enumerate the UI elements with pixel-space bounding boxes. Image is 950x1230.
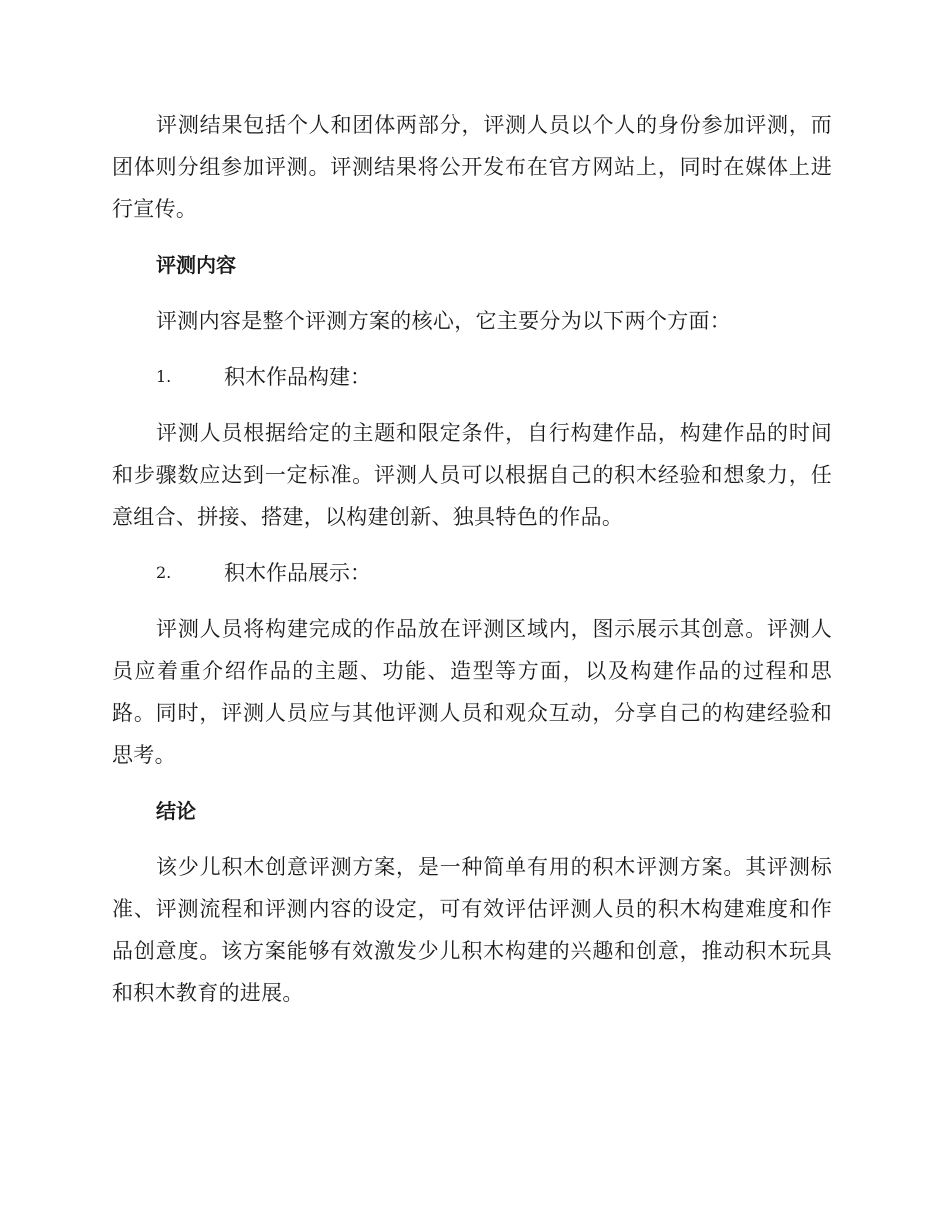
paragraph-build: 评测人员根据给定的主题和限定条件，自行构建作品，构建作品的时间和步骤数应达到一定标准。评测人员可以根据自己的积木经验和想象力，任意组合、拼接、搭建，以构建创新、独具特色的作品。 <box>112 421 832 529</box>
paragraph-display: 评测人员将构建完成的作品放在评测区域内，图示展示其创意。评测人员应着重介绍作品的主题、功能、造型等方面，以及构建作品的过程和思路。同时，评测人员应与其他评测人员和观众互动，分享自己的构建经验和思考。 <box>112 617 832 767</box>
paragraph-results: 评测结果包括个人和团体两部分，评测人员以个人的身份参加评测，而团体则分组参加评测。评测结果将公开发布在官方网站上，同时在媒体上进行宣传。 <box>112 113 832 221</box>
heading-content: 评测内容 <box>156 253 236 277</box>
paragraph-conclusion: 该少儿积木创意评测方案，是一种简单有用的积木评测方案。其评测标准、评测流程和评测内容的设定，可有效评估评测人员的积木构建难度和作品创意度。该方案能够有效激发少儿积木构建的兴趣和创意，推动积木玩具和积木教育的进展。 <box>112 855 832 1005</box>
list-item-build <box>112 356 832 398</box>
document-page <box>112 104 832 1028</box>
list-label: 积木作品构建： <box>224 365 371 389</box>
paragraph-content-intro: 评测内容是整个评测方案的核心，它主要分为以下两个方面： <box>156 309 732 333</box>
list-number: 1. <box>156 367 172 386</box>
list-number: 2. <box>156 563 172 582</box>
list-item-display <box>112 552 832 594</box>
list-label: 积木作品展示： <box>224 561 371 585</box>
heading-conclusion: 结论 <box>156 799 196 823</box>
